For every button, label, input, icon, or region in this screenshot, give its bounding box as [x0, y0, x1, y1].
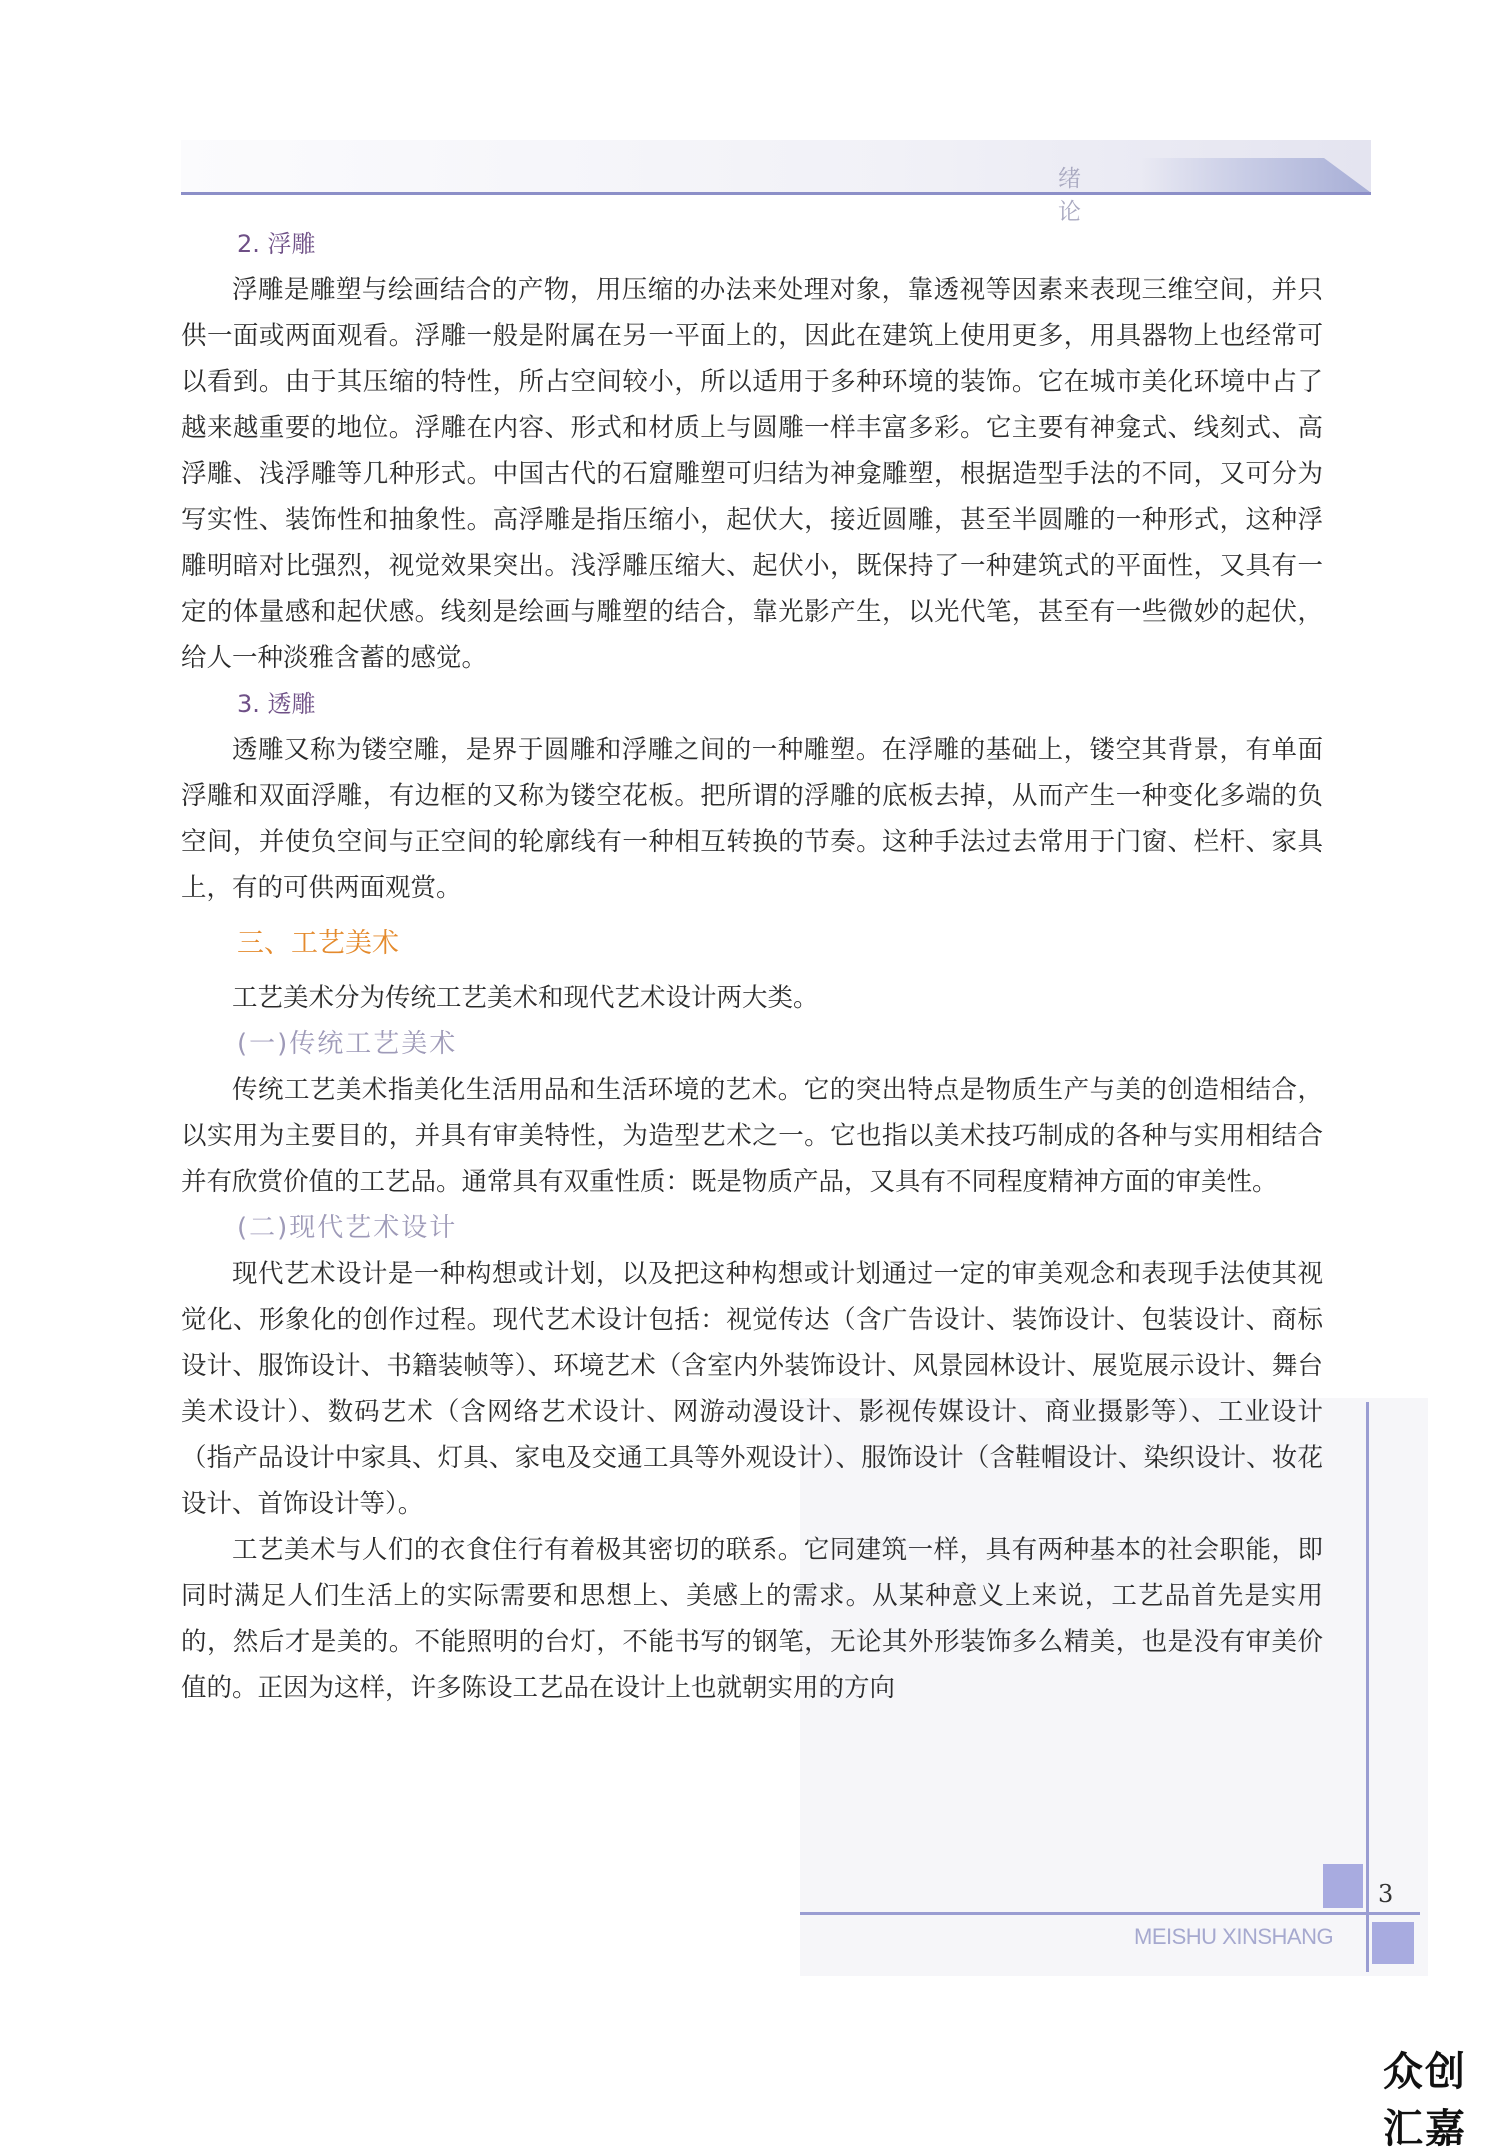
footer-brand: MEISHU XINSHANG — [1134, 1924, 1334, 1949]
paragraph-fudiao: 浮雕是雕塑与绘画结合的产物，用压缩的办法来处理对象，靠透视等因素来表现三维空间，并只供一面或两面观看。浮雕一般是附属在另一平面上的，因此在建筑上使用更多，用具器物上也经常可以看到。由于其压缩的特性，所占空间较小，所以适用于多种环境的装饰。它在城市美化环境中占了越来越重要的地位。浮雕在内容、形式和材质上与圆雕一样丰富多彩。它主要有神龛式、线刻式、高浮雕、浅浮雕等几种形式。中国古代的石窟雕塑可归结为神龛雕塑，根据造型手法的不同，又可分为写实性、装饰性和抽象性。高浮雕是指压缩小，起伏大，接近圆雕，甚至半圆雕的一种形式，这种浮雕明暗对比强烈，视觉效果突出。浅浮雕压缩大、起伏小，既保持了一种建筑式的平面性，又具有一定的体量感和起伏感。线刻是绘画与雕塑的结合，靠光影产生，以光代笔，甚至有一些微妙的起伏，给人一种淡雅含蓄的感觉。 — [181, 275, 1323, 673]
paragraph-toudiao: 透雕又称为镂空雕，是界于圆雕和浮雕之间的一种雕塑。在浮雕的基础上，镂空其背景，有单面浮雕和双面浮雕，有边框的又称为镂空花板。把所谓的浮雕的底板去掉，从而产生一种变化多端的负空间，并使负空间与正空间的轮廓线有一种相互转换的节奏。这种手法过去常用于门窗、栏杆、家具上，有的可供两面观赏。 — [181, 735, 1323, 903]
paragraph-xiandai: 现代艺术设计是一种构想或计划，以及把这种构想或计划通过一定的审美观念和表现手法使其视觉化、形象化的创作过程。现代艺术设计包括：视觉传达（含广告设计、装饰设计、包装设计、商标设计、服饰设计、书籍装帧等）、环境艺术（含室内外装饰设计、风景园林设计、展览展示设计、舞台美术设计）、数码艺术（含网络艺术设计、网游动漫设计、影视传媒设计、商业摄影等）、工业设计（指产品设计中家具、灯具、家电及交通工具等外观设计）、服饰设计（含鞋帽设计、染织设计、妆花设计、首饰设计等）。 — [181, 1259, 1323, 1519]
page-number: 3 — [1378, 1880, 1394, 1908]
header-rule — [181, 192, 1371, 195]
paragraph-lianxi: 工艺美术与人们的衣食住行有着极其密切的联系。它同建筑一样，具有两种基本的社会职能，即同时满足人们生活上的实际需要和思想上、美感上的需求。从某种意义上来说，工艺品首先是实用的，然后才是美的。不能照明的台灯，不能书写的钢笔，无论其外形装饰多么精美，也是没有审美价值的。正因为这样，许多陈设工艺品在设计上也就朝实用的方向 — [181, 1535, 1323, 1703]
footer-horizontal-rule — [800, 1912, 1420, 1915]
running-header-title: 绪 论 — [1058, 166, 1095, 225]
subsection-heading-toudiao: 3. 透雕 — [237, 690, 316, 718]
footer-square-decoration — [1323, 1864, 1363, 1908]
subheading-chuantong: (一)传统工艺美术 — [237, 1029, 458, 1059]
watermark-text: 众创汇嘉 — [1383, 2049, 1467, 2152]
paragraph-gongyi-intro: 工艺美术分为传统工艺美术和现代艺术设计两大类。 — [232, 983, 819, 1013]
subsection-heading-fudiao: 2. 浮雕 — [237, 230, 316, 258]
subheading-xiandai: (二)现代艺术设计 — [237, 1213, 458, 1243]
footer-square-decoration — [1372, 1922, 1414, 1964]
page-body — [181, 221, 1323, 1711]
section-heading-gongyi: 三、工艺美术 — [237, 928, 399, 959]
paragraph-chuantong: 传统工艺美术指美化生活用品和生活环境的艺术。它的突出特点是物质生产与美的创造相结合，以实用为主要目的，并具有审美特性，为造型艺术之一。它也指以美术技巧制成的各种与实用相结合并有欣赏价值的工艺品。通常具有双重性质：既是物质产品，又具有不同程度精神方面的审美性。 — [181, 1075, 1323, 1197]
footer-vertical-rule — [1366, 1402, 1369, 1972]
